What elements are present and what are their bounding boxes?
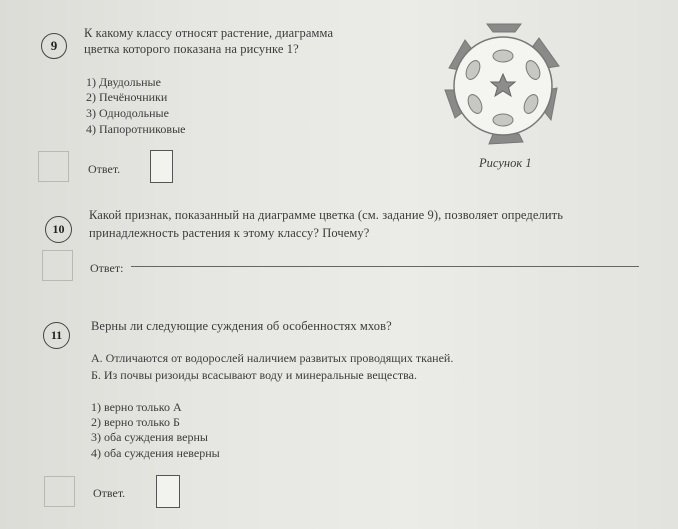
q11-option-1: 1) верно только А bbox=[91, 400, 182, 414]
q11-option-4: 4) оба суждения неверны bbox=[91, 446, 220, 460]
q11-answer-box[interactable] bbox=[156, 475, 180, 508]
q11-score-box bbox=[44, 476, 75, 507]
q10-question-line-2: принадлежность растения к этому классу? Почему? bbox=[89, 226, 370, 240]
q11-statement-a: А. Отличаются от водорослей наличием развитых проводящих тканей. bbox=[91, 351, 454, 365]
q11-answer-label: Ответ. bbox=[93, 486, 126, 500]
q9-option-1: 1) Двудольные bbox=[86, 75, 161, 89]
q10-question-line-1: Какой признак, показанный на диаграмме цветка (см. задание 9), позволяет определить bbox=[89, 208, 564, 222]
figure-caption: Рисунок 1 bbox=[479, 156, 532, 170]
question-number-11: 11 bbox=[43, 322, 70, 349]
q9-question-line-1: К какому классу относят растение, диаграмма bbox=[84, 26, 334, 40]
flower-diagram bbox=[435, 14, 573, 154]
q9-option-3: 3) Однодольные bbox=[86, 106, 169, 120]
q11-option-3: 3) оба суждения верны bbox=[91, 430, 208, 444]
q10-answer-label: Ответ: bbox=[90, 261, 124, 275]
question-number-10: 10 bbox=[45, 216, 72, 243]
q11-statement-b: Б. Из почвы ризоиды всасывают воду и минеральные вещества. bbox=[91, 368, 417, 382]
q10-score-box bbox=[42, 250, 73, 281]
q9-answer-label: Ответ. bbox=[88, 162, 121, 176]
q9-answer-box[interactable] bbox=[150, 150, 173, 183]
q10-answer-line[interactable] bbox=[131, 266, 639, 267]
q9-option-4: 4) Папоротниковые bbox=[86, 122, 186, 136]
q11-option-2: 2) верно только Б bbox=[91, 415, 180, 429]
q9-score-box bbox=[38, 151, 69, 182]
q11-question: Верны ли следующие суждения об особенностях мхов? bbox=[91, 319, 392, 333]
question-number-9: 9 bbox=[41, 33, 67, 59]
q9-question-line-2: цветка которого показана на рисунке 1? bbox=[84, 42, 299, 56]
q9-option-2: 2) Печёночники bbox=[86, 90, 168, 104]
